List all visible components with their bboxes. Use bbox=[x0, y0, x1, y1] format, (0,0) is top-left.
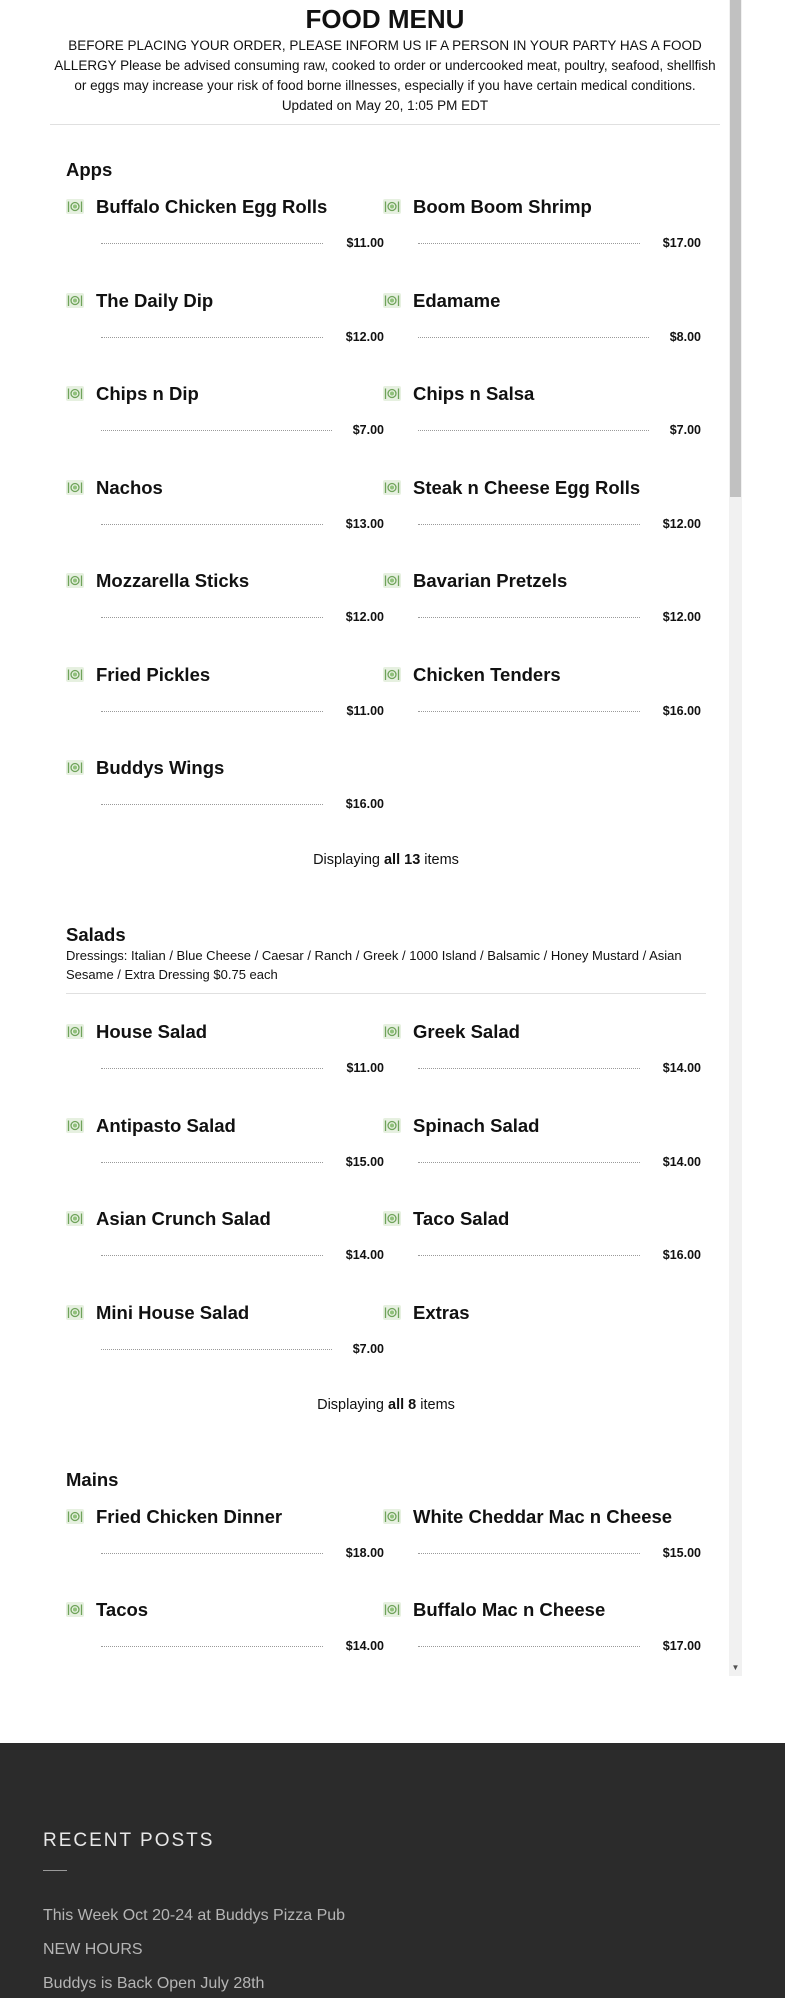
plate-utensils-icon bbox=[383, 480, 401, 495]
menu-item-name: Antipasto Salad bbox=[96, 1114, 236, 1136]
menu-item[interactable] bbox=[383, 1301, 683, 1375]
menu-item[interactable] bbox=[383, 1208, 701, 1281]
menu-item-name: Asian Crunch Salad bbox=[96, 1208, 271, 1229]
menu-item-name: Greek Salad bbox=[413, 1021, 520, 1042]
menu-scrollbar[interactable] bbox=[729, 0, 742, 1676]
plate-utensils-icon bbox=[383, 1305, 401, 1320]
plate-utensils-icon bbox=[66, 1305, 84, 1320]
menu-item-price: $7.00 bbox=[352, 423, 384, 437]
price-leader-dots bbox=[418, 1068, 640, 1069]
plate-utensils-icon bbox=[66, 1211, 84, 1226]
price-leader-dots bbox=[101, 1255, 323, 1256]
price-leader-dots bbox=[101, 337, 323, 338]
menu-item-name: Buffalo Mac n Cheese bbox=[413, 1599, 606, 1620]
menu-item[interactable] bbox=[66, 757, 384, 830]
menu-item-price: $16.00 bbox=[662, 703, 701, 718]
menu-item-name: Buffalo Chicken Egg Rolls bbox=[96, 196, 328, 217]
menu-item-price: $13.00 bbox=[345, 516, 384, 531]
price-leader-dots bbox=[418, 243, 640, 244]
price-leader-dots bbox=[101, 1349, 332, 1350]
menu-item-name: The Daily Dip bbox=[96, 289, 214, 311]
menu-item-price: $14.00 bbox=[345, 1639, 384, 1653]
menu-item[interactable] bbox=[66, 196, 384, 269]
menu-item-name: Spinach Salad bbox=[413, 1114, 540, 1136]
menu-item[interactable] bbox=[66, 289, 384, 363]
menu-item[interactable] bbox=[66, 1114, 384, 1188]
section-title-mains: Mains bbox=[66, 1469, 119, 1490]
apps-item-count: Displaying all 13 items bbox=[313, 852, 459, 868]
menu-item-name: Fried Pickles bbox=[96, 663, 211, 685]
menu-item[interactable] bbox=[66, 1021, 384, 1094]
menu-item-price: $15.00 bbox=[345, 1154, 384, 1169]
price-leader-dots bbox=[418, 337, 649, 338]
menu-item-price: $17.00 bbox=[662, 236, 701, 250]
menu-item-name: Tacos bbox=[96, 1599, 149, 1620]
menu-item-price: $14.00 bbox=[662, 1154, 701, 1169]
menu-item-name: Extras bbox=[413, 1301, 470, 1323]
menu-item-name: Taco Salad bbox=[413, 1208, 510, 1229]
menu-item-name: Nachos bbox=[96, 476, 163, 498]
menu-item[interactable] bbox=[383, 570, 701, 643]
plate-utensils-icon bbox=[66, 386, 84, 401]
plate-utensils-icon bbox=[66, 760, 84, 775]
menu-item[interactable] bbox=[66, 1208, 384, 1281]
menu-item-name: Buddys Wings bbox=[96, 757, 225, 778]
menu-item[interactable] bbox=[383, 289, 701, 363]
menu-item-price: $17.00 bbox=[662, 1639, 701, 1653]
price-leader-dots bbox=[101, 1068, 323, 1069]
menu-item[interactable] bbox=[383, 1021, 701, 1094]
plate-utensils-icon bbox=[66, 573, 84, 588]
section-title-apps: Apps bbox=[66, 159, 113, 180]
menu-item-price: $15.00 bbox=[662, 1546, 701, 1560]
plate-utensils-icon bbox=[383, 1602, 401, 1617]
menu-item-name: House Salad bbox=[96, 1021, 208, 1042]
menu-item-name: Steak n Cheese Egg Rolls bbox=[413, 476, 641, 498]
menu-item-name: Chips n Salsa bbox=[413, 383, 535, 404]
menu-item-name: Bavarian Pretzels bbox=[413, 570, 568, 591]
price-leader-dots bbox=[101, 1162, 323, 1163]
menu-item[interactable] bbox=[66, 663, 384, 737]
menu-item-price: $7.00 bbox=[669, 423, 701, 437]
menu-item-price: $18.00 bbox=[345, 1546, 384, 1560]
plate-utensils-icon bbox=[383, 293, 401, 308]
menu-item-price: $16.00 bbox=[345, 797, 384, 811]
menu-item-price: $14.00 bbox=[345, 1248, 384, 1262]
menu-item-name: Mini House Salad bbox=[96, 1301, 250, 1323]
price-leader-dots bbox=[101, 617, 323, 618]
menu-item-name: Chicken Tenders bbox=[413, 663, 561, 685]
menu-item[interactable] bbox=[66, 1301, 384, 1375]
allergy-notice: BEFORE PLACING YOUR ORDER, PLEASE INFORM US IF A PERSON IN YOUR PARTY HAS A FOOD ALLERGY Please be advised consuming raw, cooked to order or undercooked meat, poultry, seafood, shellfish or eggs may increase your risk of food borne illnesses, especially if you have certain medical conditions. bbox=[54, 38, 716, 93]
recent-posts-heading: RECENT POSTS bbox=[43, 1830, 215, 1851]
salads-divider bbox=[66, 993, 706, 994]
updated-timestamp: Updated on May 20, 1:05 PM EDT bbox=[281, 98, 489, 113]
plate-utensils-icon bbox=[383, 199, 401, 214]
plate-utensils-icon bbox=[66, 667, 84, 682]
plate-utensils-icon bbox=[383, 1509, 401, 1524]
price-leader-dots bbox=[418, 1646, 640, 1647]
menu-item[interactable] bbox=[383, 196, 701, 269]
price-leader-dots bbox=[101, 1553, 323, 1554]
plate-utensils-icon bbox=[383, 386, 401, 401]
menu-item[interactable] bbox=[66, 1599, 384, 1672]
menu-item[interactable] bbox=[66, 383, 384, 456]
menu-item-price: $11.00 bbox=[346, 703, 384, 718]
price-leader-dots bbox=[101, 711, 323, 712]
plate-utensils-icon bbox=[66, 1602, 84, 1617]
price-leader-dots bbox=[418, 1255, 640, 1256]
site-footer bbox=[0, 1743, 785, 1998]
page-title: FOOD MENU bbox=[305, 4, 465, 34]
menu-item-price: $14.00 bbox=[662, 1061, 701, 1075]
header-divider bbox=[50, 124, 720, 125]
menu-item-name: Chips n Dip bbox=[96, 383, 199, 404]
menu-item-price: $16.00 bbox=[662, 1248, 701, 1262]
price-leader-dots bbox=[418, 1553, 640, 1554]
plate-utensils-icon bbox=[66, 480, 84, 495]
menu-item-name: Boom Boom Shrimp bbox=[413, 196, 592, 217]
salads-dressings-note: Dressings: Italian / Blue Cheese / Caesar / Ranch / Greek / 1000 Island / Balsamic / Honey Mustard / Asian Sesame / Extra Dressing $0.75 each bbox=[66, 948, 682, 982]
plate-utensils-icon bbox=[66, 1024, 84, 1039]
plate-utensils-icon bbox=[383, 1118, 401, 1133]
menu-header bbox=[50, 0, 720, 116]
menu-item-price: $11.00 bbox=[346, 236, 384, 250]
price-leader-dots bbox=[101, 1646, 323, 1647]
menu-item[interactable] bbox=[383, 663, 701, 737]
plate-utensils-icon bbox=[383, 667, 401, 682]
section-title-salads: Salads bbox=[66, 924, 126, 945]
scroll-down-chevron-down-icon[interactable]: ▼ bbox=[731, 1663, 740, 1672]
menu-item-name: Fried Chicken Dinner bbox=[96, 1506, 283, 1527]
menu-item-name: Mozzarella Sticks bbox=[96, 570, 250, 591]
recent-post-link[interactable]: Buddys is Back Open July 28th bbox=[43, 1975, 265, 1992]
scrollbar-thumb[interactable] bbox=[730, 0, 741, 497]
menu-item[interactable] bbox=[383, 1599, 701, 1672]
price-leader-dots bbox=[418, 430, 649, 431]
menu-item[interactable] bbox=[66, 570, 384, 643]
menu-item-price: $11.00 bbox=[346, 1061, 384, 1075]
plate-utensils-icon bbox=[66, 1509, 84, 1524]
price-leader-dots bbox=[101, 243, 323, 244]
plate-utensils-icon bbox=[66, 199, 84, 214]
menu-item[interactable] bbox=[383, 1114, 701, 1188]
menu-item[interactable] bbox=[66, 476, 384, 550]
salads-item-count: Displaying all 8 items bbox=[317, 1397, 455, 1413]
plate-utensils-icon bbox=[66, 1118, 84, 1133]
price-leader-dots bbox=[418, 617, 640, 618]
price-leader-dots bbox=[418, 1162, 640, 1163]
menu-item[interactable] bbox=[383, 1506, 701, 1579]
menu-item[interactable] bbox=[66, 1506, 384, 1579]
recent-post-link[interactable]: NEW HOURS bbox=[43, 1941, 143, 1958]
price-leader-dots bbox=[101, 430, 332, 431]
price-leader-dots bbox=[418, 524, 640, 525]
menu-item-price: $7.00 bbox=[352, 1341, 384, 1356]
plate-utensils-icon bbox=[383, 1211, 401, 1226]
menu-item-name: White Cheddar Mac n Cheese bbox=[413, 1506, 673, 1527]
menu-item[interactable] bbox=[383, 383, 701, 456]
plate-utensils-icon bbox=[66, 293, 84, 308]
recent-post-link[interactable]: This Week Oct 20-24 at Buddys Pizza Pub bbox=[43, 1907, 346, 1924]
footer-heading-underline bbox=[43, 1870, 67, 1871]
price-leader-dots bbox=[101, 524, 323, 525]
plate-utensils-icon bbox=[383, 573, 401, 588]
menu-item-price: $12.00 bbox=[662, 610, 701, 624]
menu-item[interactable] bbox=[383, 476, 701, 550]
menu-item-price: $12.00 bbox=[345, 610, 384, 624]
menu-item-price: $8.00 bbox=[669, 329, 701, 344]
menu-item-price: $12.00 bbox=[662, 516, 701, 531]
menu-item-price: $12.00 bbox=[345, 329, 384, 344]
price-leader-dots bbox=[101, 804, 323, 805]
menu-item-name: Edamame bbox=[413, 289, 501, 311]
price-leader-dots bbox=[418, 711, 640, 712]
plate-utensils-icon bbox=[383, 1024, 401, 1039]
